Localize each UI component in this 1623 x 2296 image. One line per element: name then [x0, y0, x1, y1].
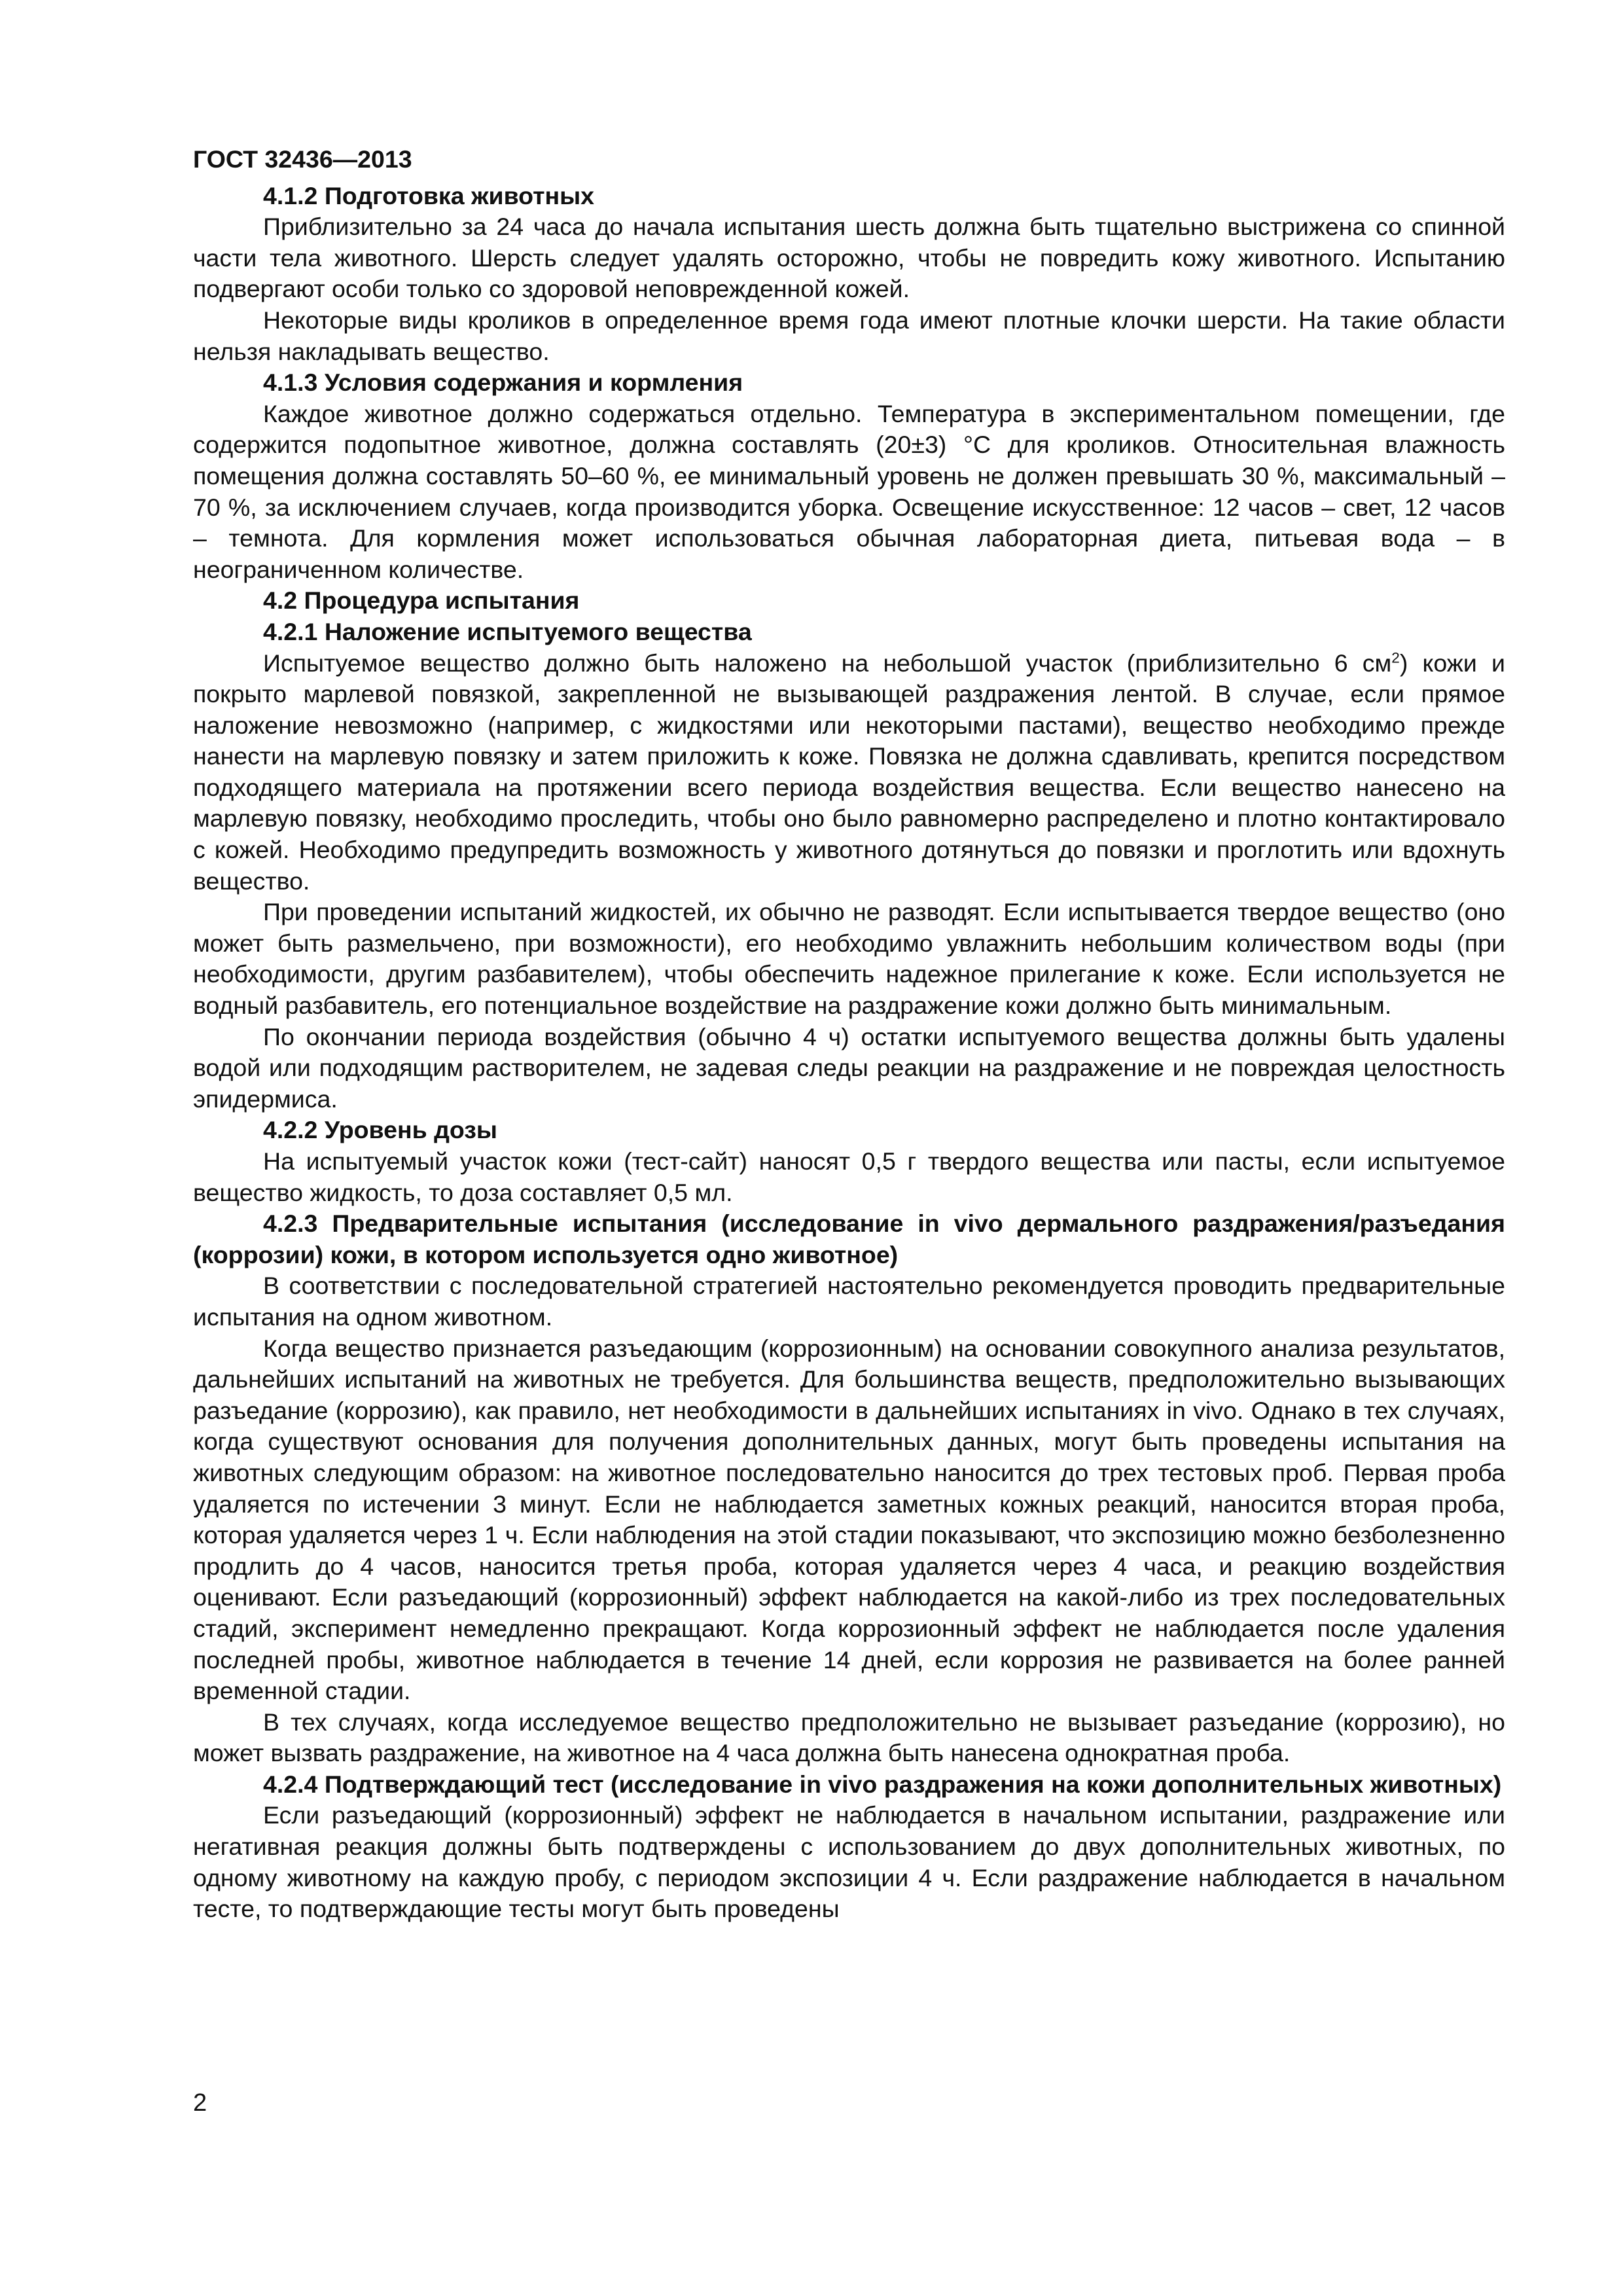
paragraph: При проведении испытаний жидкостей, их обычно не разводят. Если испытывается твердое вещество (оно может быть размельчено, при возможности), его необходимо увлажнить небольшим количеством воды (при необходимости, другим разбавителем), чтобы обеспечить надежное прилегание к коже. Если используется не водный разбавитель, его потенциальное воздействие на раздражение кожи должно быть минимальным. [193, 898, 1505, 1020]
paragraph-text: Испытуемое вещество должно быть наложено на небольшой участок (приблизительно 6 см [263, 649, 1392, 677]
paragraph: На испытуемый участок кожи (тест-сайт) наносят 0,5 г твердого вещества или пасты, если испытуемое вещество жидкость, то доза составляет 0,5 мл. [193, 1147, 1505, 1206]
paragraph: В тех случаях, когда исследуемое вещество предположительно не вызывает разъедание (коррозию), но может вызвать раздражение, на животное на 4 часа должна быть нанесена однократная проба. [193, 1708, 1505, 1767]
section-heading-4-1-3: 4.1.3 Условия содержания и кормления [263, 368, 743, 397]
section-heading-4-2-4: 4.2.4 Подтверждающий тест (исследование in vivo раздражения на кожи дополнительных животных) [263, 1770, 1502, 1798]
paragraph: Приблизительно за 24 часа до начала испытания шесть должна быть тщательно выстрижена со спинной части тела животного. Шерсть следует удалять осторожно, чтобы не повредить кожу животного. Испытанию подвергают особи только со здоровой неповрежденной кожей. [193, 213, 1505, 303]
superscript: 2 [1391, 649, 1400, 666]
document-page [193, 144, 1505, 1925]
paragraph-text: ) кожи и покрыто марлевой повязкой, закрепленной не вызывающей раздражения лентой. В случае, если прямое наложение невозможно (например, с жидкостями или некоторыми пастами), вещество необходимо прежде нанести на марлевую повязку и затем приложить к коже. Повязка не должна сдавливать, крепится посредством подходящего материала на протяжении всего периода воздействия вещества. Если вещество нанесено на марлевую повязку, необходимо проследить, чтобы оно было равномерно распределено и плотно контактировало с кожей. Необходимо предупредить возможность у животного дотянуться до повязки и проглотить или вдохнуть вещество. [193, 649, 1505, 895]
section-heading-4-1-2: 4.1.2 Подготовка животных [263, 181, 595, 209]
page-number: 2 [193, 2089, 207, 2117]
paragraph: Если разъедающий (коррозионный) эффект не наблюдается в начальном испытании, раздражение или негативная реакция должны быть подтверждены с использованием до двух дополнительных животных, по одному животному на каждую пробу, с периодом экспозиции 4 ч. Если раздражение наблюдается в начальном тесте, то подтверждающие тесты могут быть проведены [193, 1801, 1505, 1923]
section-heading-4-2-2: 4.2.2 Уровень дозы [263, 1116, 497, 1144]
paragraph: В соответствии с последовательной стратегией настоятельно рекомендуется проводить предварительные испытания на одном животном. [193, 1272, 1505, 1331]
paragraph: Каждое животное должно содержаться отдельно. Температура в экспериментальном помещении, где содержится подопытное животное, должна составлять (20±3) °С для кроликов. Относительная влажность помещения должна составлять 50–60 %, ее минимальный уровень не должен превышать 30 %, максимальный – 70 %, за исключением случаев, когда производится уборка. Освещение искусственное: 12 часов – свет, 12 часов – темнота. Для кормления может использоваться обычная лабораторная диета, питьевая вода – в неограниченном количестве. [193, 399, 1505, 583]
paragraph: Некоторые виды кроликов в определенное время года имеют плотные клочки шерсти. На такие области нельзя накладывать вещество. [193, 306, 1505, 365]
document-header: ГОСТ 32436—2013 [193, 145, 412, 173]
section-heading-4-2: 4.2 Процедура испытания [263, 586, 580, 615]
section-heading-4-2-3: 4.2.3 Предварительные испытания (исследование in vivo дермального раздражения/разъедания (коррозии) кожи, в котором используется одно животное) [193, 1210, 1505, 1268]
section-heading-4-2-1: 4.2.1 Наложение испытуемого вещества [263, 617, 752, 645]
paragraph: Когда вещество признается разъедающим (коррозионным) на основании совокупного анализа результатов, дальнейших испытаний на животных не требуется. Для большинства веществ, предположительно вызывающих разъедание (коррозию), как правило, нет необходимости в дальнейших испытаниях in vivo. Однако в тех случаях, когда существуют основания для получения дополнительных данных, могут быть проведены испытания на животных следующим образом: на животное последовательно наносится до трех тестовых проб. Первая проба удаляется по истечении 3 минут. Если не наблюдается заметных кожных реакций, наносится вторая проба, которая удаляется через 1 ч. Если наблюдения на этой стадии показывают, что экспозицию можно безболезненно продлить до 4 часов, наносится третья проба, которая удаляется через 4 часа, и реакцию воздействия оценивают. Если разъедающий (коррозионный) эффект наблюдается на какой-либо из трех последовательных стадий, эксперимент немедленно прекращают. Когда коррозионный эффект не наблюдается после удаления последней пробы, животное наблюдается в течение 14 дней, если коррозия не развивается на более ранней временной стадии. [193, 1334, 1505, 1705]
paragraph: По окончании периода воздействия (обычно 4 ч) остатки испытуемого вещества должны быть удалены водой или подходящим растворителем, не задевая следы реакции на раздражение и не повреждая целостность эпидермиса. [193, 1022, 1505, 1113]
paragraph [193, 648, 1505, 897]
